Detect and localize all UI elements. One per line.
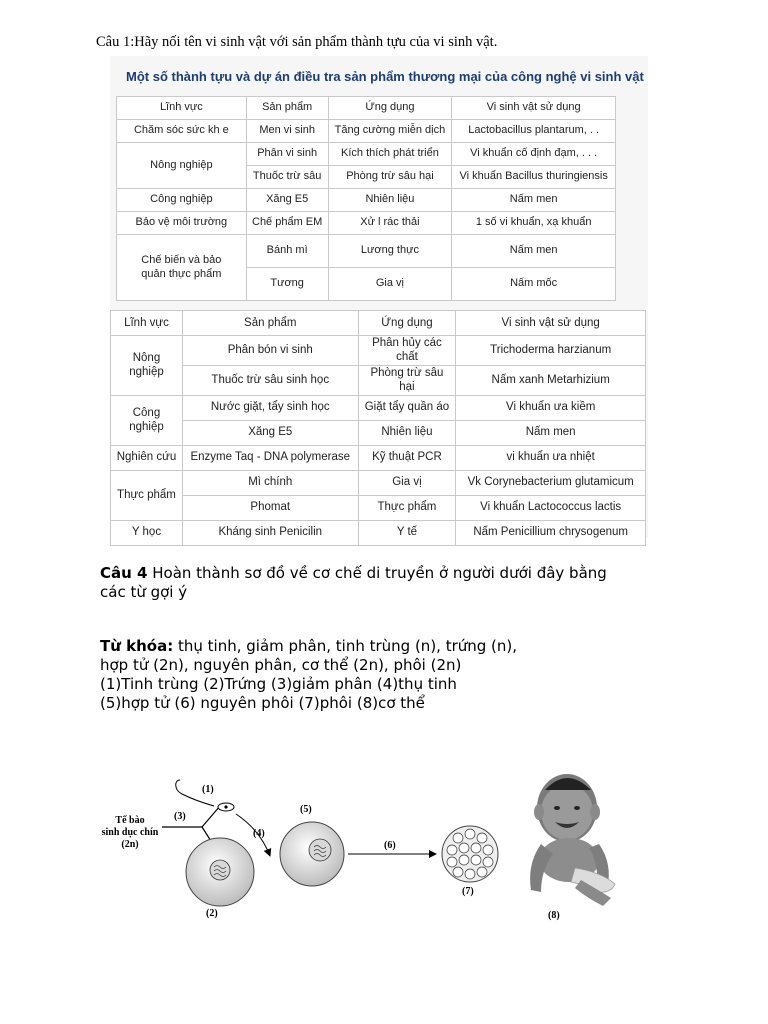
table-cell: Xăng E5: [246, 189, 328, 212]
table-cell: Gia vị: [358, 470, 456, 495]
table-cell: Chế phẩm EM: [246, 212, 328, 235]
table-row: [111, 420, 646, 445]
table-cell: Bánh mì: [246, 235, 328, 268]
table-cell: Nấm men: [456, 420, 646, 445]
table-cell: Thực phẩm: [111, 470, 183, 520]
table1-banner: [120, 62, 644, 90]
split-line-up: [202, 806, 220, 827]
table-row: [111, 445, 646, 470]
table-cell: Tăng cường miễn dịch: [328, 120, 452, 143]
label-6: (6): [384, 840, 396, 851]
table1-caption: Một số thành tựu và dự án điều tra sản phẩm thương mại của công nghệ vi sinh vật: [126, 68, 644, 84]
achievements-table-2: [110, 310, 646, 546]
table-cell: Men vi sinh: [246, 120, 328, 143]
table-cell: Phòng trừ sâu hại: [358, 365, 456, 395]
label-2: (2): [206, 908, 218, 919]
table-header-row: [117, 97, 616, 120]
header-cell: Vi sinh vật sử dụng: [456, 311, 646, 336]
table-cell: Thuốc trừ sâu sinh học: [182, 365, 358, 395]
answer-line-1: (1)Tinh trùng (2)Trứng (3)giảm phân (4)thụ tinh: [100, 675, 457, 693]
table-cell: Enzyme Taq - DNA polymerase: [182, 445, 358, 470]
table-cell: Nấm Penicillium chrysogenum: [456, 520, 646, 545]
question-1-title: Câu 1:Hãy nối tên vi sinh vật với sản phẩm thành tựu của vi sinh vật.: [96, 34, 498, 50]
table-cell: vi khuẩn ưa nhiệt: [456, 445, 646, 470]
table-row: [117, 235, 616, 268]
table-header-row: [111, 311, 646, 336]
egg-nucleus: [210, 860, 230, 880]
keywords-line-1: [100, 637, 660, 656]
table-cell: Nấm xanh Metarhizium: [456, 365, 646, 395]
table-cell: Phòng trừ sâu hại: [328, 166, 452, 189]
table-cell: Nông nghiệp: [117, 143, 247, 189]
header-cell: Lĩnh vực: [117, 97, 247, 120]
label-3: (3): [174, 811, 186, 822]
table-row: [111, 395, 646, 420]
cell-label-line-1: Tế bào: [115, 815, 145, 826]
table-row: [111, 520, 646, 545]
table-row: [111, 365, 646, 395]
table-cell: Kháng sinh Penicilin: [182, 520, 358, 545]
table-cell: Trichoderma harzianum: [456, 336, 646, 366]
table-row: [117, 212, 616, 235]
table-cell: Vi khuẩn Bacillus thuringiensis: [452, 166, 616, 189]
table-cell: Nhiên liệu: [328, 189, 452, 212]
label-5: (5): [300, 804, 312, 815]
header-cell: Lĩnh vực: [111, 311, 183, 336]
label-7: (7): [462, 886, 474, 897]
keywords-block: [100, 637, 660, 713]
table-cell: Công nghiệp: [111, 395, 183, 445]
table-cell: Mì chính: [182, 470, 358, 495]
table-cell: Kỹ thuật PCR: [358, 445, 456, 470]
header-cell: Vi sinh vật sử dụng: [452, 97, 616, 120]
label-1: (1): [202, 784, 214, 795]
zygote-nucleus: [309, 839, 331, 861]
baby-icon: [505, 760, 625, 910]
answer-line-2: (5)hợp tử (6) nguyên phôi (7)phôi (8)cơ thể: [100, 694, 425, 712]
table-cell: Lương thực: [328, 235, 452, 268]
table-cell: Nấm mốc: [452, 268, 616, 301]
table-cell: Nước giặt, tẩy sinh học: [182, 395, 358, 420]
label-4: (4): [253, 828, 265, 839]
table-cell: Chế biến và bảo quản thực phẩm: [117, 235, 247, 301]
table-cell: Vk Corynebacterium glutamicum: [456, 470, 646, 495]
table-cell: Thực phẩm: [358, 495, 456, 520]
keywords-list: thụ tinh, giảm phân, tinh trùng (n), trứng (n),: [173, 637, 518, 655]
table-row: [111, 470, 646, 495]
table-cell: Nấm men: [452, 235, 616, 268]
cell-label-line-2: sinh dục chín: [101, 827, 159, 838]
table-cell: Vi khuẩn cố định đạm, . . .: [452, 143, 616, 166]
header-cell: Sản phẩm: [182, 311, 358, 336]
table-row: [111, 495, 646, 520]
table-cell: Phân vi sinh: [246, 143, 328, 166]
table-row: [117, 120, 616, 143]
table-row: [117, 143, 616, 166]
table-cell: Nghiên cứu: [111, 445, 183, 470]
table-cell: Thuốc trừ sâu: [246, 166, 328, 189]
table-cell: Giặt tẩy quần áo: [358, 395, 456, 420]
table-cell: Gia vị: [328, 268, 452, 301]
table-cell: Nấm men: [452, 189, 616, 212]
table-cell: Y học: [111, 520, 183, 545]
header-cell: Sản phẩm: [246, 97, 328, 120]
table-cell: Nhiên liệu: [358, 420, 456, 445]
achievements-table-1: [116, 96, 616, 301]
table-cell: Lactobacillus plantarum, . .: [452, 120, 616, 143]
table-cell: Phân bón vi sinh: [182, 336, 358, 366]
table-cell: Kích thích phát triển: [328, 143, 452, 166]
cell-label-line-3: (2n): [121, 839, 139, 850]
table-cell: 1 số vi khuẩn, xạ khuẩn: [452, 212, 616, 235]
table-row: [117, 189, 616, 212]
question-4-text: Hoàn thành sơ đồ về cơ chế di truyền ở người dưới đây bằng các từ gợi ý: [100, 564, 607, 601]
table-row: [111, 336, 646, 366]
label-8: (8): [548, 910, 560, 921]
question-4-label: Câu 4: [100, 564, 148, 582]
sperm-nucleus: [224, 805, 227, 808]
keywords-label: Từ khóa:: [100, 637, 174, 655]
keywords-line-2: hợp tử (2n), nguyên phân, cơ thể (2n), phôi (2n): [100, 656, 462, 674]
table-cell: Tương: [246, 268, 328, 301]
table-cell: Phân hủy các chất: [358, 336, 456, 366]
table-cell: Nông nghiệp: [111, 336, 183, 396]
table-cell: Y tế: [358, 520, 456, 545]
table-cell: Chăm sóc sức kh e: [117, 120, 247, 143]
table-cell: Công nghiệp: [117, 189, 247, 212]
question-4: [100, 564, 620, 602]
table-cell: Phomat: [182, 495, 358, 520]
table-cell: Xử l rác thải: [328, 212, 452, 235]
table-cell: Xăng E5: [182, 420, 358, 445]
table-cell: Vi khuẩn ưa kiềm: [456, 395, 646, 420]
table-cell: Bảo vệ môi trường: [117, 212, 247, 235]
table-cell: Vi khuẩn Lactococcus lactis: [456, 495, 646, 520]
header-cell: Ứng dụng: [328, 97, 452, 120]
header-cell: Ứng dụng: [358, 311, 456, 336]
